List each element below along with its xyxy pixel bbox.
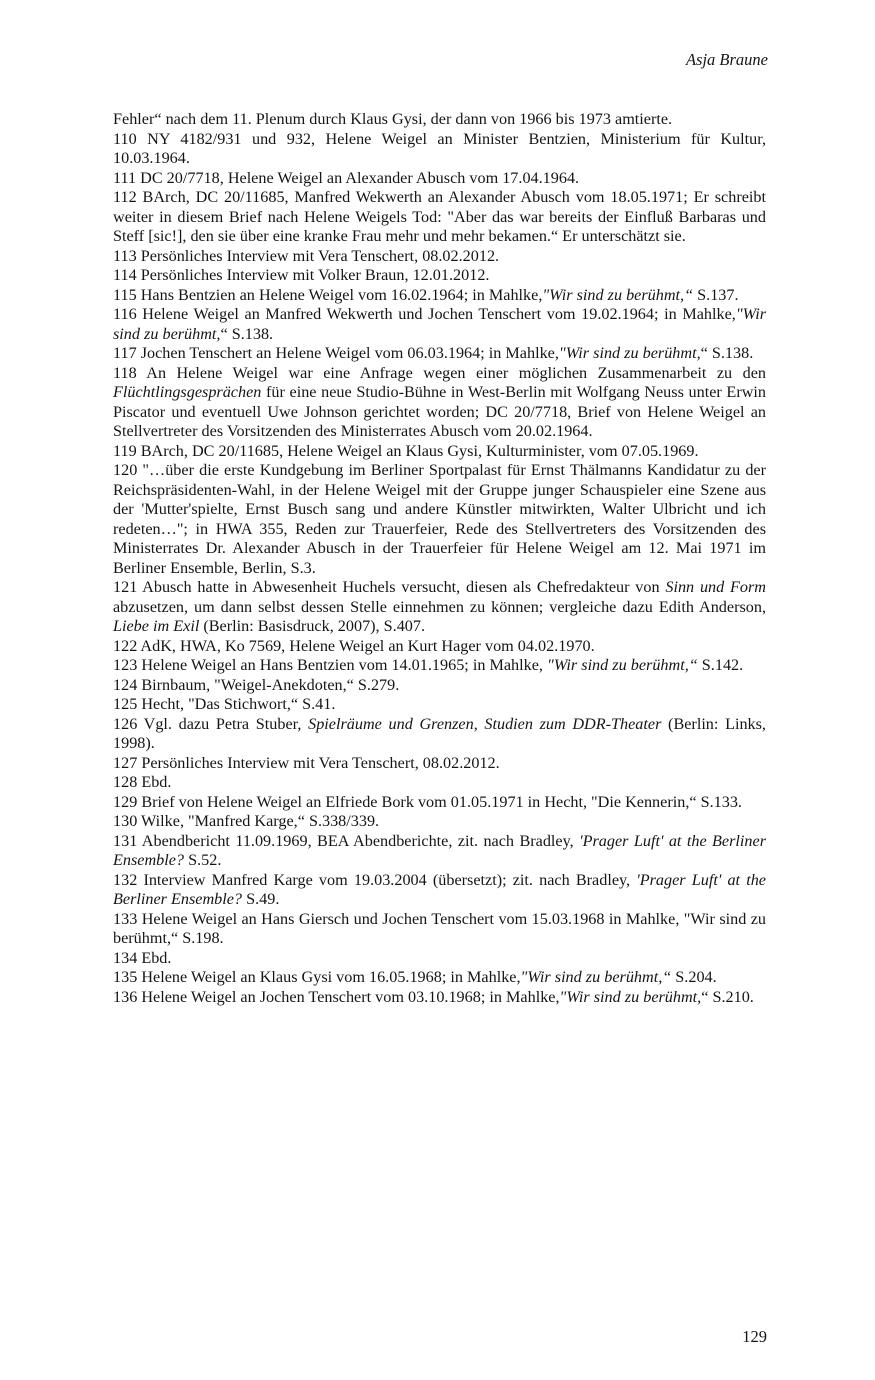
footnote-italic-text: 'Prager Luft' at the Berliner Ensemble? — [113, 831, 766, 869]
footnote — [113, 968, 766, 988]
footnote-text: für eine neue Studio-Bühne in West-Berlin mit Wolfgang Neuss unter Erwin Piscator und eventuell Uwe Johnson gerichtet worden; DC 20/7718, Brief von Helene Weigel an Stellvertreter des Vorsitzenden des Ministerrates Abusch vom 20.02.1964. — [113, 383, 766, 440]
footnote-text: “ S.138. — [700, 344, 754, 362]
footnote-text: “ S.210. — [701, 987, 754, 1006]
footnote-text: 115 Hans Bentzien an Helene Weigel vom 16.02.1964; in Mahlke, — [113, 285, 543, 304]
footnote — [113, 169, 766, 189]
footnote — [113, 832, 766, 871]
footnote-text: 125 Hecht, "Das Stichwort,“ S.41. — [113, 695, 336, 713]
footnote-italic-text: Flüchtlingsgesprächen — [113, 383, 262, 401]
footnote — [113, 305, 766, 344]
footnote — [113, 695, 766, 715]
footnote-italic-text: 'Prager Luft' at the Berliner Ensemble? — [113, 870, 766, 908]
footnote-text: (Berlin: Basisdruck, 2007), S.407. — [199, 617, 426, 635]
footnote-text: abzusetzen, um dann selbst dessen Stelle einnehmen zu können; vergleiche dazu Edith Anderson, — [113, 597, 766, 616]
footnote-italic-text: "Wir sind zu berühmt,“ — [542, 285, 694, 304]
footnote-text: 116 Helene Weigel an Manfred Wekwerth und Jochen Tenschert vom 19.02.1964; in Mahlke, — [113, 305, 736, 323]
footnote — [113, 949, 766, 969]
footnote-text: 130 Wilke, "Manfred Karge,“ S.338/339. — [113, 812, 380, 830]
footnote-text: 123 Helene Weigel an Hans Bentzien vom 14.01.1965; in Mahlke, — [113, 656, 548, 674]
footnote — [113, 461, 766, 578]
footnote-text: (Berlin: Links, 1998). — [113, 714, 766, 752]
footnote-text: S.52. — [184, 851, 222, 869]
footnote-text: S.49. — [242, 890, 280, 908]
footnote-text: 114 Persönliches Interview mit Volker Braun, 12.01.2012. — [113, 266, 490, 284]
footnote-text: 112 BArch, DC 20/11685, Manfred Wekwerth an Alexander Abusch vom 18.05.1971; Er schreibt weiter in diesem Brief nach Helene Weigels Tod: "Aber das war bereits der Einfluß Barbaras und Steff [sic!], den sie über eine kranke Frau mehr und mehr bekamen.“ Er unterschätzt sie. — [113, 188, 766, 245]
running-head: Asja Braune — [685, 50, 768, 69]
footnote-italic-text: "Wir sind zu berühmt, — [113, 305, 766, 343]
footnote-text: 121 Abusch hatte in Abwesenheit Huchels versucht, diesen als Chefredakteur von — [113, 578, 666, 596]
footnote-text: 132 Interview Manfred Karge vom 19.03.2004 (übersetzt); zit. nach Bradley, — [113, 870, 637, 889]
footnote-text: 122 AdK, HWA, Ko 7569, Helene Weigel an Kurt Hager vom 04.02.1970. — [113, 636, 595, 655]
footnote — [113, 578, 766, 637]
footnote-text: 134 Ebd. — [113, 948, 172, 967]
footnote-text: 129 Brief von Helene Weigel an Elfriede Bork vom 01.05.1971 in Hecht, "Die Kennerin,“ S.133. — [113, 792, 742, 811]
footnote-text: 133 Helene Weigel an Hans Giersch und Jochen Tenschert vom 15.03.1968 in Mahlke, "Wir sind zu berühmt,“ S.198. — [113, 909, 766, 947]
footnote — [113, 364, 766, 442]
footnote — [113, 910, 766, 949]
footnote-text: “ S.138. — [220, 324, 274, 343]
footnote-italic-text: Liebe im Exil — [113, 617, 200, 635]
footnote-italic-text: "Wir sind zu berühmt,“ — [547, 656, 698, 674]
footnote — [113, 130, 766, 169]
footnote — [113, 871, 766, 910]
footnote-text: 136 Helene Weigel an Jochen Tenschert vom 03.10.1968; in Mahlke, — [113, 987, 560, 1006]
footnote — [113, 812, 766, 832]
footnote-text: S.137. — [693, 285, 739, 304]
footnote — [113, 442, 766, 462]
footnote-text: 126 Vgl. dazu Petra Stuber, — [113, 714, 309, 733]
footnote-italic-text: "Wir sind zu berühmt, — [559, 987, 702, 1006]
footnote-text: 131 Abendbericht 11.09.1969, BEA Abendberichte, zit. nach Bradley, — [113, 831, 580, 850]
footnote — [113, 988, 766, 1008]
footnote — [113, 773, 766, 793]
footnote-text: 120 "…über die erste Kundgebung im Berliner Sportpalast für Ernst Thälmanns Kandidatur zu der Reichspräsidenten-Wahl, in der Helene Weigel mit der Gruppe junger Schauspieler eine Szene aus der 'Mutter'spielte, Ernst Busch sang und andere Künstler mitwirkten, Walter Ulbricht und ich redeten…"; in HWA 355, Reden zur Trauerfeier, Rede des Stellvertreters des Vorsitzenden des Ministerrates Dr. Alexander Abusch in der Trauerfeier für Helene Weigel am 12. Mai 1971 im Berliner Ensemble, Berlin, S.3. — [113, 461, 766, 577]
page-number: 129 — [742, 1327, 767, 1346]
footnote-text: 113 Persönliches Interview mit Vera Tenschert, 08.02.2012. — [113, 246, 500, 265]
footnote — [113, 676, 766, 696]
footnote — [113, 247, 766, 267]
footnote — [113, 286, 766, 306]
footnote-text: 135 Helene Weigel an Klaus Gysi vom 16.05.1968; in Mahlke, — [113, 968, 521, 986]
footnote-italic-text: "Wir sind zu berühmt, — [558, 344, 701, 362]
footnote — [113, 266, 766, 286]
footnote — [113, 656, 766, 676]
footnote — [113, 793, 766, 813]
footnote — [113, 110, 766, 130]
footnote-text: Fehler“ nach dem 11. Plenum durch Klaus Gysi, der dann von 1966 bis 1973 amtierte. — [113, 110, 673, 128]
footnote-text: 118 An Helene Weigel war eine Anfrage wegen einer möglichen Zusammenarbeit zu den — [113, 363, 766, 382]
footnote-text: S.204. — [671, 968, 717, 986]
footnote-italic-text: Sinn und Form — [665, 578, 766, 596]
footnote-text: 127 Persönliches Interview mit Vera Tenschert, 08.02.2012. — [113, 753, 500, 772]
footnote-text: 117 Jochen Tenschert an Helene Weigel vom 06.03.1964; in Mahlke, — [113, 344, 559, 362]
footnote-text: 111 DC 20/7718, Helene Weigel an Alexander Abusch vom 17.04.1964. — [113, 168, 580, 187]
footnote — [113, 637, 766, 657]
footnote-text: 124 Birnbaum, "Weigel-Anekdoten,“ S.279. — [113, 675, 400, 694]
footnote-italic-text: Spielräume und Grenzen, Studien zum DDR-Theater — [308, 714, 662, 733]
footnote — [113, 754, 766, 774]
footnote — [113, 188, 766, 247]
footnote-text: 110 NY 4182/931 und 932, Helene Weigel an Minister Bentzien, Ministerium für Kultur, 10.03.1964. — [113, 129, 766, 167]
footnote — [113, 715, 766, 754]
footnote-text: 119 BArch, DC 20/11685, Helene Weigel an Klaus Gysi, Kulturminister, vom 07.05.1969. — [113, 441, 699, 460]
footnote-italic-text: "Wir sind zu berühmt,“ — [520, 968, 672, 986]
footnote-text: 128 Ebd. — [113, 773, 172, 791]
footnote-list — [113, 110, 766, 1007]
footnote-text: S.142. — [697, 656, 744, 674]
footnote — [113, 344, 766, 364]
